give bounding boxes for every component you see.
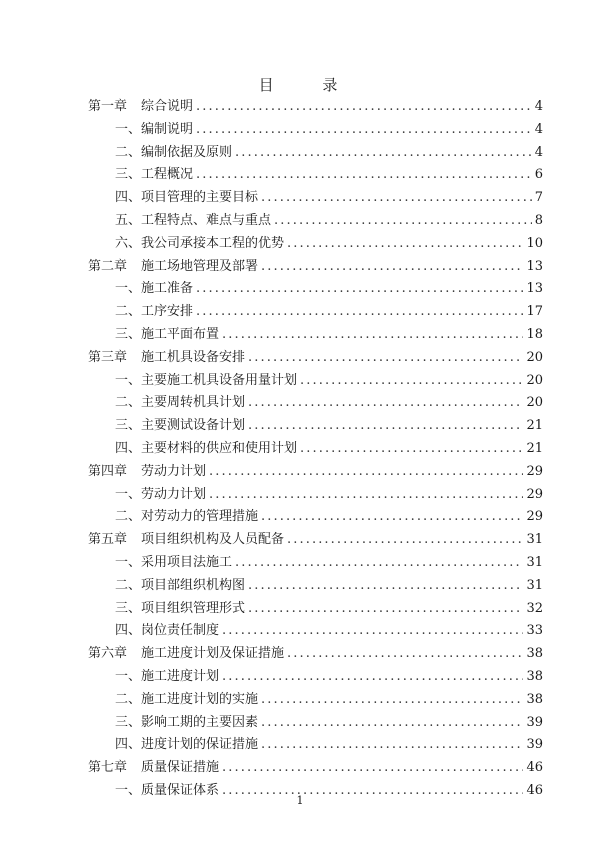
entry-page-number: 7 [534,190,543,206]
toc-section-entry[interactable] [88,142,543,165]
dot-leader [300,370,523,393]
toc-section-entry[interactable] [88,438,543,461]
entry-page-number: 21 [526,418,543,434]
entry-page-number: 38 [526,646,543,662]
dot-leader [209,484,523,507]
entry-page-number: 20 [526,349,543,365]
entry-title: 一、采用项目法施工 [115,554,233,570]
entry-title: 质量保证措施 [141,760,220,776]
entry-page-number: 29 [526,486,543,502]
dot-leader [222,324,523,347]
toc-chapter-entry[interactable] [88,347,543,370]
chapter-number: 第二章 [88,258,128,274]
toc-chapter-entry[interactable] [88,529,543,552]
entry-title: 四、主要材料的供应和使用计划 [115,440,298,456]
dot-leader [261,689,523,712]
toc-title: 目 录 [258,76,360,94]
dot-leader [261,187,532,210]
entry-title: 二、施工进度计划的实施 [115,691,259,707]
dot-leader [196,164,532,187]
entry-title: 一、编制说明 [115,121,194,137]
dot-leader [287,643,523,666]
toc-section-entry[interactable] [88,689,543,712]
toc-section-entry[interactable] [88,301,543,324]
entry-page-number: 38 [526,668,543,684]
dot-leader [222,757,523,780]
entry-title: 六、我公司承接本工程的优势 [115,235,285,251]
dot-leader [235,142,532,165]
entry-page-number: 46 [526,760,543,776]
chapter-number: 第七章 [88,760,128,776]
entry-page-number: 13 [526,258,543,274]
toc-section-entry[interactable] [88,620,543,643]
dot-leader [222,666,523,689]
dot-leader [300,438,523,461]
entry-title: 五、工程特点、难点与重点 [115,212,272,228]
toc-section-entry[interactable] [88,370,543,393]
toc-section-entry[interactable] [88,119,543,142]
dot-leader [274,210,532,233]
toc-chapter-entry[interactable] [88,96,543,119]
toc-chapter-entry[interactable] [88,757,543,780]
toc-chapter-entry[interactable] [88,461,543,484]
entry-page-number: 10 [526,235,543,251]
entry-page-number: 29 [526,463,543,479]
entry-page-number: 38 [526,691,543,707]
entry-page-number: 4 [534,121,543,137]
entry-page-number: 4 [534,99,543,114]
entry-title: 二、项目部组织机构图 [115,577,246,593]
entry-title: 三、主要测试设备计划 [115,418,246,434]
entry-page-number: 6 [534,167,543,183]
dot-leader [235,552,523,575]
chapter-number: 第四章 [88,463,128,479]
dot-leader [196,301,523,324]
entry-title: 施工进度计划及保证措施 [141,646,285,662]
entry-title: 一、质量保证体系 [115,782,220,798]
entry-title: 劳动力计划 [141,463,207,479]
chapter-number: 第一章 [88,99,128,114]
entry-page-number: 39 [526,737,543,753]
entry-title: 四、项目管理的主要目标 [115,190,259,206]
entry-title: 施工场地管理及部署 [141,258,259,274]
dot-leader [248,392,523,415]
chapter-number: 第六章 [88,646,128,662]
entry-title: 一、施工进度计划 [115,668,220,684]
toc-section-entry[interactable] [88,506,543,529]
dot-leader [261,256,523,279]
entry-title: 三、工程概况 [115,167,194,183]
toc-section-entry[interactable] [88,392,543,415]
toc-section-entry[interactable] [88,734,543,757]
dot-leader [248,575,523,598]
entry-title: 一、主要施工机具设备用量计划 [115,372,298,388]
entry-title: 项目组织机构及人员配备 [141,532,285,548]
dot-leader [222,620,523,643]
entry-title: 二、编制依据及原则 [115,144,233,160]
toc-chapter-entry[interactable] [88,643,543,666]
toc-section-entry[interactable] [88,187,543,210]
chapter-number: 第五章 [88,532,128,548]
dot-leader [196,96,532,119]
toc-section-entry[interactable] [88,575,543,598]
entry-title: 二、对劳动力的管理措施 [115,509,259,525]
entry-page-number: 29 [526,509,543,525]
entry-page-number: 13 [526,281,543,297]
table-of-contents [88,96,543,803]
toc-section-entry[interactable] [88,210,543,233]
dot-leader [248,347,523,370]
entry-page-number: 17 [526,304,543,320]
dot-leader [209,461,523,484]
entry-page-number: 18 [526,326,543,342]
dot-leader [261,712,523,735]
toc-section-entry[interactable] [88,324,543,347]
entry-page-number: 31 [526,554,543,570]
entry-page-number: 4 [534,144,543,160]
dot-leader [287,233,523,256]
entry-title: 四、岗位责任制度 [115,623,220,639]
entry-title: 三、项目组织管理形式 [115,600,246,616]
dot-leader [248,598,523,621]
entry-title: 四、进度计划的保证措施 [115,737,259,753]
entry-page-number: 21 [526,440,543,456]
toc-section-entry[interactable] [88,415,543,438]
entry-title: 二、工序安排 [115,304,194,320]
toc-section-entry[interactable] [88,164,543,187]
dot-leader [261,734,523,757]
toc-section-entry[interactable] [88,484,543,507]
toc-section-entry[interactable] [88,552,543,575]
entry-page-number: 8 [534,212,543,228]
entry-title: 二、主要周转机具计划 [115,395,246,411]
entry-title: 三、施工平面布置 [115,326,220,342]
entry-page-number: 46 [526,782,543,798]
entry-title: 三、影响工期的主要因素 [115,714,259,730]
dot-leader [248,415,523,438]
entry-page-number: 20 [526,395,543,411]
toc-section-entry[interactable] [88,598,543,621]
entry-page-number: 33 [526,623,543,639]
page-number: 1 [296,794,304,807]
entry-title: 一、劳动力计划 [115,486,207,502]
toc-section-entry[interactable] [88,233,543,256]
entry-title: 一、施工准备 [115,281,194,297]
entry-page-number: 39 [526,714,543,730]
toc-section-entry[interactable] [88,666,543,689]
entry-page-number: 32 [526,600,543,616]
dot-leader [196,119,532,142]
chapter-number: 第三章 [88,349,128,365]
entry-title: 施工机具设备安排 [141,349,246,365]
dot-leader [261,506,523,529]
entry-page-number: 20 [526,372,543,388]
dot-leader [287,529,523,552]
toc-chapter-entry[interactable] [88,256,543,279]
toc-section-entry[interactable] [88,712,543,735]
entry-title: 综合说明 [141,99,194,114]
entry-page-number: 31 [526,532,543,548]
dot-leader [196,278,523,301]
entry-page-number: 31 [526,577,543,593]
toc-section-entry[interactable] [88,278,543,301]
